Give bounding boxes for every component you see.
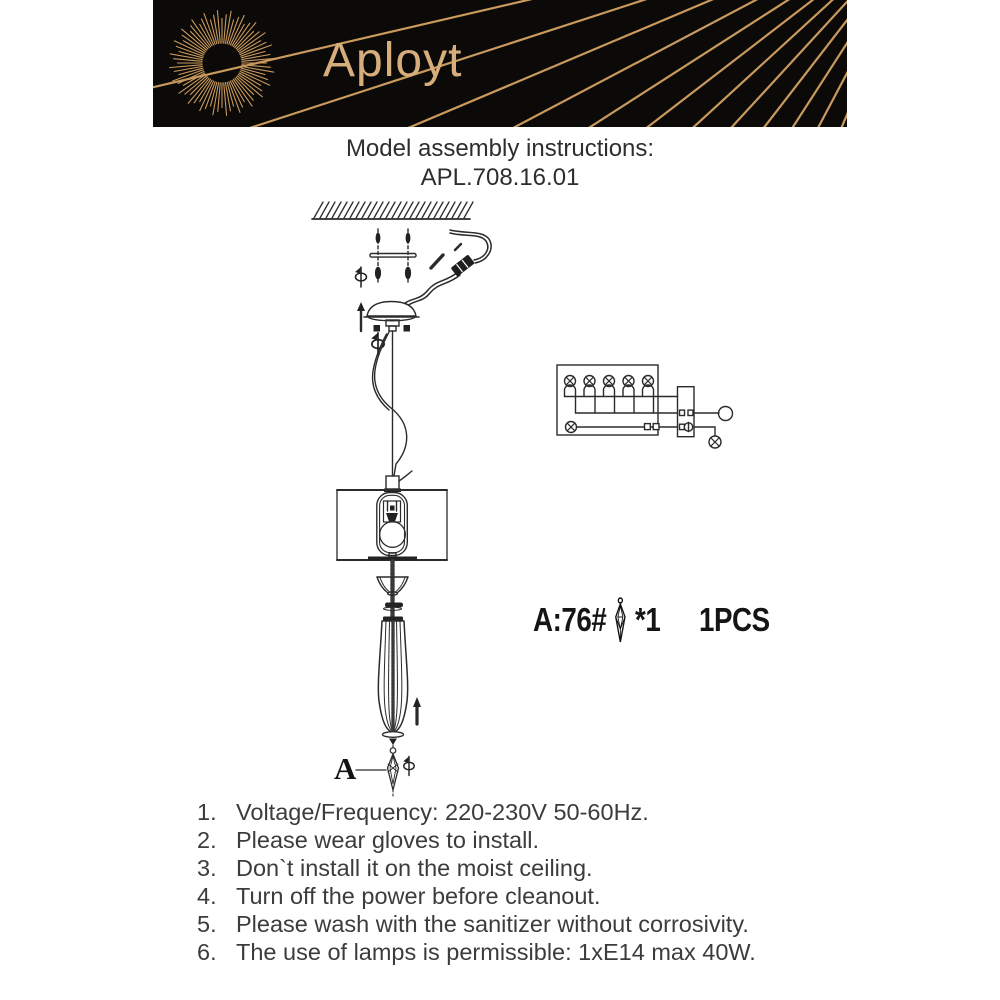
item-text: Turn off the power before cleanout.: [236, 883, 601, 909]
list-item: [197, 910, 857, 938]
item-number: 5.: [197, 911, 217, 937]
item-text: Don`t install it on the moist ceiling.: [236, 855, 593, 881]
item-number: 1.: [197, 799, 217, 825]
item-number: 6.: [197, 939, 217, 965]
list-item: [197, 798, 857, 826]
terminal-block: [678, 387, 695, 437]
up-arrow-icon: [413, 697, 421, 724]
threaded-rod: [377, 561, 408, 618]
list-item: [197, 938, 857, 966]
canopy: [357, 302, 419, 356]
crystal-teardrop: [378, 617, 421, 738]
list-item: [197, 826, 857, 854]
light-bulb: [380, 522, 406, 548]
lamp-socket: [384, 501, 401, 522]
wiring-diagram: [557, 365, 733, 448]
power-cord: [375, 332, 407, 476]
brand-logo-text: Aployt: [323, 34, 463, 87]
instructions-list: [197, 798, 857, 966]
model-code: APL.708.16.01: [420, 164, 580, 191]
crystal-pendant-icon: [356, 739, 414, 798]
rotate-screw-icon: [355, 267, 367, 287]
page-title: Model assembly instructions:: [345, 135, 655, 162]
parts-legend: [533, 597, 770, 643]
item-number: 3.: [197, 855, 217, 881]
item-text: Please wear gloves to install.: [236, 827, 540, 853]
item-text: Voltage/Frequency: 220-230V 50-60Hz.: [236, 799, 649, 825]
mounting-screws: [355, 229, 416, 287]
part-qty: *1: [634, 601, 661, 638]
list-item: [197, 854, 857, 882]
suspension-cable: [373, 331, 407, 476]
item-text: Please wash with the sanitizer without corrosivity.: [236, 911, 749, 937]
wire-connector: [405, 230, 491, 306]
item-number: 2.: [197, 827, 217, 853]
lamp-symbol-icon: [565, 376, 654, 433]
item-text: The use of lamps is permissible: 1xE14 max 40W.: [236, 939, 756, 965]
lamp-shade: [337, 471, 447, 560]
list-item: [197, 882, 857, 910]
rotate-screw-icon: [403, 757, 414, 776]
crystal-drop-icon: [612, 597, 629, 643]
item-number: 4.: [197, 883, 217, 909]
ceiling-hatch: [312, 202, 473, 219]
lamp-symbol-icon: [709, 436, 721, 448]
part-count: 1PCS: [698, 601, 770, 638]
point-label-a: A: [334, 751, 357, 786]
part-code: A:76#: [533, 601, 607, 638]
